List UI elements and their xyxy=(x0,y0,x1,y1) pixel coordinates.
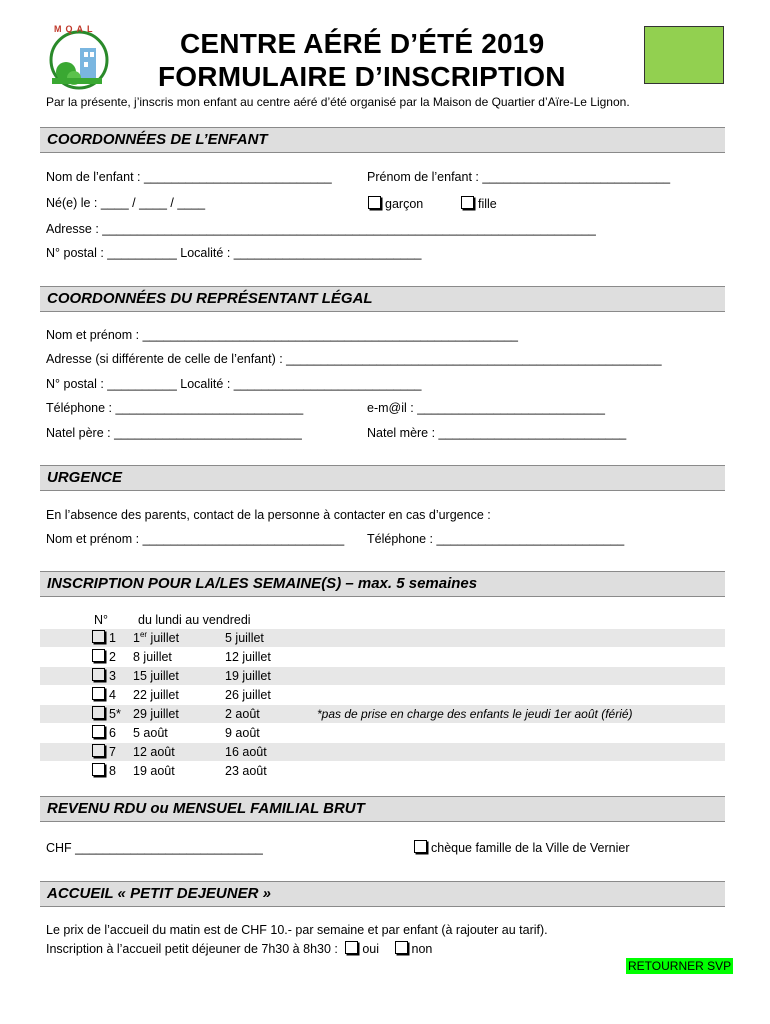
week-number: 1 xyxy=(109,631,116,646)
section-accueil-heading: ACCUEIL « PETIT DEJEUNER » xyxy=(47,885,271,902)
week-number: 2 xyxy=(109,650,116,664)
garcon-label: garçon xyxy=(385,197,424,211)
week-number: 5* xyxy=(109,707,121,721)
week-start-text: 29 juillet xyxy=(133,707,179,721)
week-start xyxy=(133,726,225,740)
section-urgence xyxy=(40,465,725,491)
week-end: 23 août xyxy=(225,764,267,778)
week-start-rest: juillet xyxy=(147,631,180,646)
week-start xyxy=(133,650,225,664)
child-birthdate-field[interactable]: Né(e) le : ____ / ____ / ____ xyxy=(46,196,206,210)
week-end: 5 juillet xyxy=(225,631,264,646)
week-2-checkbox[interactable] xyxy=(92,649,105,662)
week-7-checkbox[interactable] xyxy=(92,744,105,757)
week-start-text: 19 août xyxy=(133,764,175,778)
week-start-text: 22 juillet xyxy=(133,688,179,702)
week-start xyxy=(133,669,225,683)
urgence-text: En l’absence des parents, contact de la personne à contacter en cas d’urgence : xyxy=(46,508,491,522)
week-4-checkbox[interactable] xyxy=(92,687,105,700)
urgence-name-field[interactable]: Nom et prénom : _____________________________ xyxy=(46,532,345,546)
accueil-inscription-row xyxy=(46,941,432,956)
garcon-checkbox-group[interactable] xyxy=(368,196,423,211)
child-name-field[interactable]: Nom de l’enfant : ___________________________ xyxy=(46,170,332,184)
title-line1: CENTRE AÉRÉ D’ÉTÉ 2019 xyxy=(180,28,545,59)
week-number: 4 xyxy=(109,688,116,702)
cheque-checkbox[interactable] xyxy=(414,840,427,853)
week-row xyxy=(92,649,317,664)
week-number: 3 xyxy=(109,669,116,683)
legal-phone-field[interactable]: Téléphone : ___________________________ xyxy=(46,401,304,415)
chf-field[interactable]: CHF ___________________________ xyxy=(46,841,263,855)
section-inscription-heading: INSCRIPTION POUR LA/LES SEMAINE(S) – max. 5 semaines xyxy=(47,575,478,592)
fille-label: fille xyxy=(478,197,497,211)
section-urgence-heading: URGENCE xyxy=(47,469,123,486)
oui-checkbox[interactable] xyxy=(345,941,358,954)
week-number: 7 xyxy=(109,745,116,759)
urgence-phone-field[interactable]: Téléphone : ___________________________ xyxy=(367,532,625,546)
accueil-price-text: Le prix de l’accueil du matin est de CHF 10.- par semaine et par enfant (à rajouter au tarif). xyxy=(46,923,548,937)
week-start xyxy=(133,707,225,721)
week-start xyxy=(133,630,225,645)
week-end: 16 août xyxy=(225,745,267,759)
week-number: 6 xyxy=(109,726,116,740)
logo xyxy=(44,22,114,92)
garcon-checkbox[interactable] xyxy=(368,196,381,209)
section-revenu-heading: REVENU RDU ou MENSUEL FAMILIAL BRUT xyxy=(47,800,365,817)
logo-text: MQAL xyxy=(54,24,97,34)
section-child-heading: COORDONNÉES DE L’ENFANT xyxy=(47,131,268,148)
section-legal xyxy=(40,286,725,312)
week-start-text: 8 juillet xyxy=(133,650,172,664)
cheque-label: chèque famille de la Ville de Vernier xyxy=(431,841,630,855)
section-accueil xyxy=(40,881,725,907)
legal-address-field[interactable]: Adresse (si différente de celle de l’enfant) : ______________________________________________________ xyxy=(46,352,662,366)
natel-mere-field[interactable]: Natel mère : ___________________________ xyxy=(367,426,627,440)
week-start-sup: er xyxy=(139,630,148,639)
week-start-text: 1 xyxy=(133,631,140,646)
retourner-svp-label: RETOURNER SVP xyxy=(628,959,732,973)
green-box xyxy=(644,26,724,84)
accueil-inscription-text: Inscription à l’accueil petit déjeuner de 7h30 à 8h30 : xyxy=(46,942,338,956)
week-1-checkbox[interactable] xyxy=(92,630,105,643)
section-revenu xyxy=(40,796,725,822)
week-note: *pas de prise en charge des enfants le jeudi 1er août (férié) xyxy=(317,707,633,721)
week-end: 9 août xyxy=(225,726,260,740)
child-firstname-field[interactable]: Prénom de l’enfant : ___________________________ xyxy=(367,170,671,184)
week-8-checkbox[interactable] xyxy=(92,763,105,776)
week-end: 26 juillet xyxy=(225,688,271,702)
child-postal-field[interactable]: N° postal : __________ Localité : ___________________________ xyxy=(46,246,422,260)
week-start-text: 15 juillet xyxy=(133,669,179,683)
intro-text: Par la présente, j’inscris mon enfant au centre aéré d’été organisé par la Maison de Quartier d’Aïre-Le Lignon. xyxy=(46,95,630,109)
week-end: 12 juillet xyxy=(225,650,271,664)
week-start-text: 12 août xyxy=(133,745,175,759)
col-period-header: du lundi au vendredi xyxy=(138,613,251,627)
section-legal-heading: COORDONNÉES DU REPRÉSENTANT LÉGAL xyxy=(47,290,373,307)
week-start xyxy=(133,688,225,702)
week-start xyxy=(133,764,225,778)
title-line2: FORMULAIRE D’INSCRIPTION xyxy=(158,61,566,92)
week-5-checkbox[interactable] xyxy=(92,706,105,719)
week-row xyxy=(92,687,317,702)
non-label: non xyxy=(411,942,433,956)
legal-name-field[interactable]: Nom et prénom : ______________________________________________________ xyxy=(46,328,518,342)
legal-email-field[interactable]: e-m@il : ___________________________ xyxy=(367,401,605,415)
week-row xyxy=(92,725,317,740)
cheque-checkbox-group[interactable] xyxy=(414,840,630,855)
week-6-checkbox[interactable] xyxy=(92,725,105,738)
week-3-checkbox[interactable] xyxy=(92,668,105,681)
week-number: 8 xyxy=(109,764,116,778)
week-row xyxy=(92,763,317,778)
week-row xyxy=(92,668,317,683)
fille-checkbox-group[interactable] xyxy=(461,196,497,211)
week-row xyxy=(92,706,633,721)
week-start-text: 5 août xyxy=(133,726,168,740)
week-end: 2 août xyxy=(225,707,260,721)
section-child xyxy=(40,127,725,153)
natel-pere-field[interactable]: Natel père : ___________________________ xyxy=(46,426,302,440)
child-address-field[interactable]: Adresse : _______________________________________________________________________ xyxy=(46,222,596,236)
oui-label: oui xyxy=(362,942,380,956)
week-start xyxy=(133,745,225,759)
week-row xyxy=(92,630,317,645)
week-end: 19 juillet xyxy=(225,669,271,683)
non-checkbox[interactable] xyxy=(395,941,408,954)
section-inscription xyxy=(40,571,725,597)
week-row xyxy=(92,744,317,759)
col-no-header: N° xyxy=(94,613,109,627)
fille-checkbox[interactable] xyxy=(461,196,474,209)
legal-postal-field[interactable]: N° postal : __________ Localité : ___________________________ xyxy=(46,377,422,391)
